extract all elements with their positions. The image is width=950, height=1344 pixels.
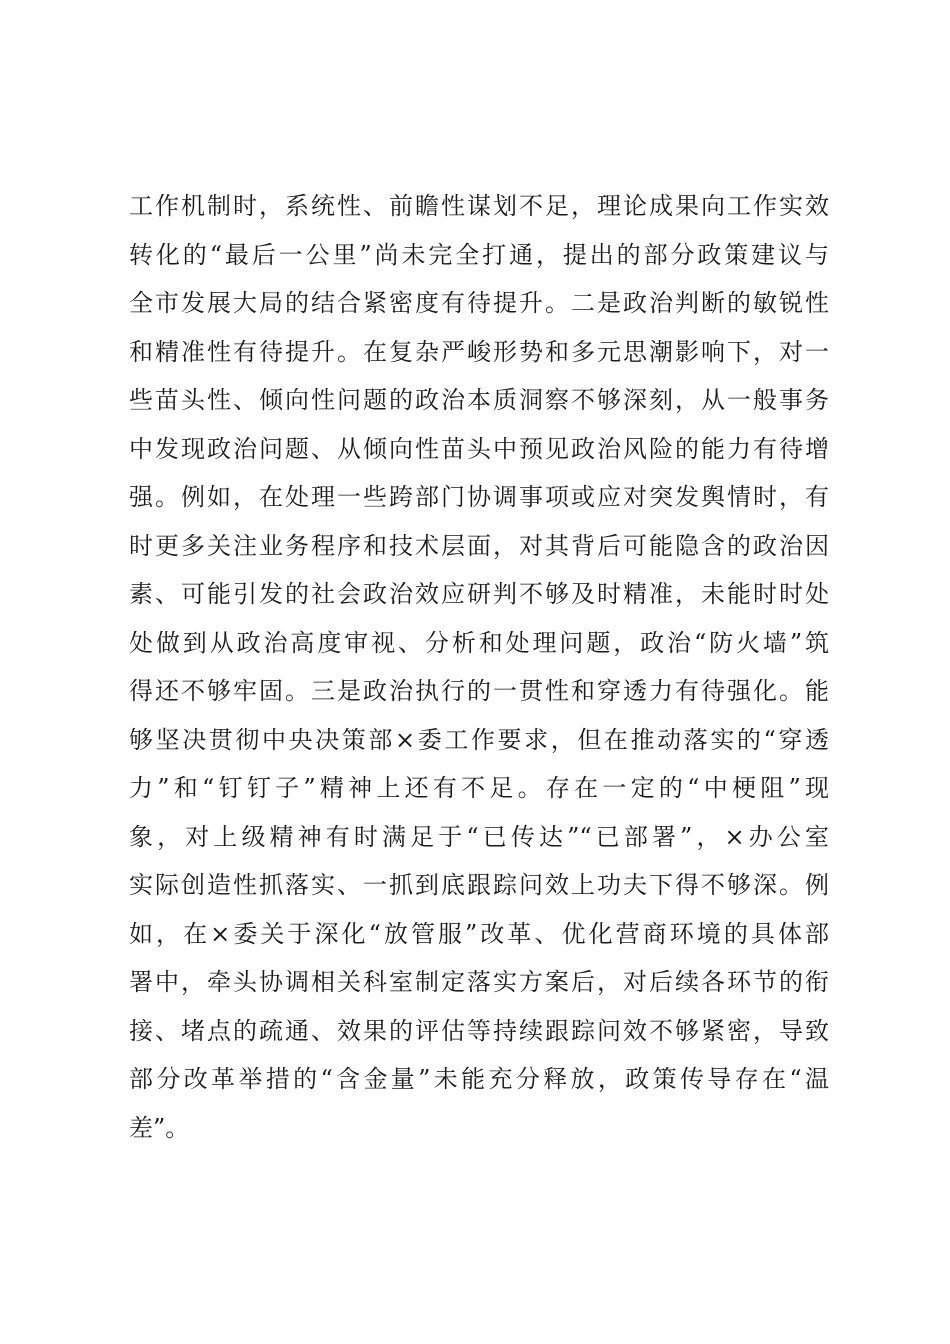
text-line: 中发现政治问题、从倾向性苗头中预见政治风险的能力有待增 (129, 434, 829, 463)
text-line: 转化的“最后一公里”尚未完全打通，提出的部分政策建议与 (129, 240, 829, 269)
text-line: 如，在×委关于深化“放管服”改革、优化营商环境的具体部 (129, 919, 829, 948)
body-paragraph (129, 182, 829, 1152)
text-line: 得还不够牢固。三是政治执行的一贯性和穿透力有待强化。能 (129, 677, 829, 705)
text-line: 处做到从政治高度审视、分析和处理问题，政治“防火墙”筑 (129, 628, 829, 657)
text-line: 时更多关注业务程序和技术层面，对其背后可能隐含的政治因 (129, 531, 829, 560)
text-line: 力”和“钉钉子”精神上还有不足。存在一定的“中梗阻”现 (129, 774, 829, 802)
text-line: 些苗头性、倾向性问题的政治本质洞察不够深刻，从一般事务 (129, 386, 829, 414)
text-line: 全市发展大局的结合紧密度有待提升。二是政治判断的敏锐性 (129, 289, 829, 317)
text-line: 强。例如，在处理一些跨部门协调事项或应对突发舆情时，有 (129, 483, 829, 511)
text-line: 实际创造性抓落实、一抓到底跟踪问效上功夫下得不够深。例 (129, 871, 829, 899)
text-line: 素、可能引发的社会政治效应研判不够及时精准，未能时时处 (129, 580, 829, 608)
text-line: 工作机制时，系统性、前瞻性谋划不足，理论成果向工作实效 (129, 192, 829, 220)
text-line: 和精准性有待提升。在复杂严峻形势和多元思潮影响下，对一 (129, 337, 829, 366)
text-line: 部分改革举措的“含金量”未能充分释放，政策传导存在“温 (129, 1065, 829, 1093)
text-line: 象，对上级精神有时满足于“已传达”“已部署”，×办公室 (129, 822, 829, 851)
text-line: 接、堵点的疏通、效果的评估等持续跟踪问效不够紧密，导致 (129, 1016, 829, 1045)
text-line: 差”。 (129, 1113, 190, 1142)
text-line: 够坚决贯彻中央决策部×委工作要求，但在推动落实的“穿透 (129, 725, 829, 754)
text-line: 署中，牵头协调相关科室制定落实方案后，对后续各环节的衔 (129, 968, 829, 996)
